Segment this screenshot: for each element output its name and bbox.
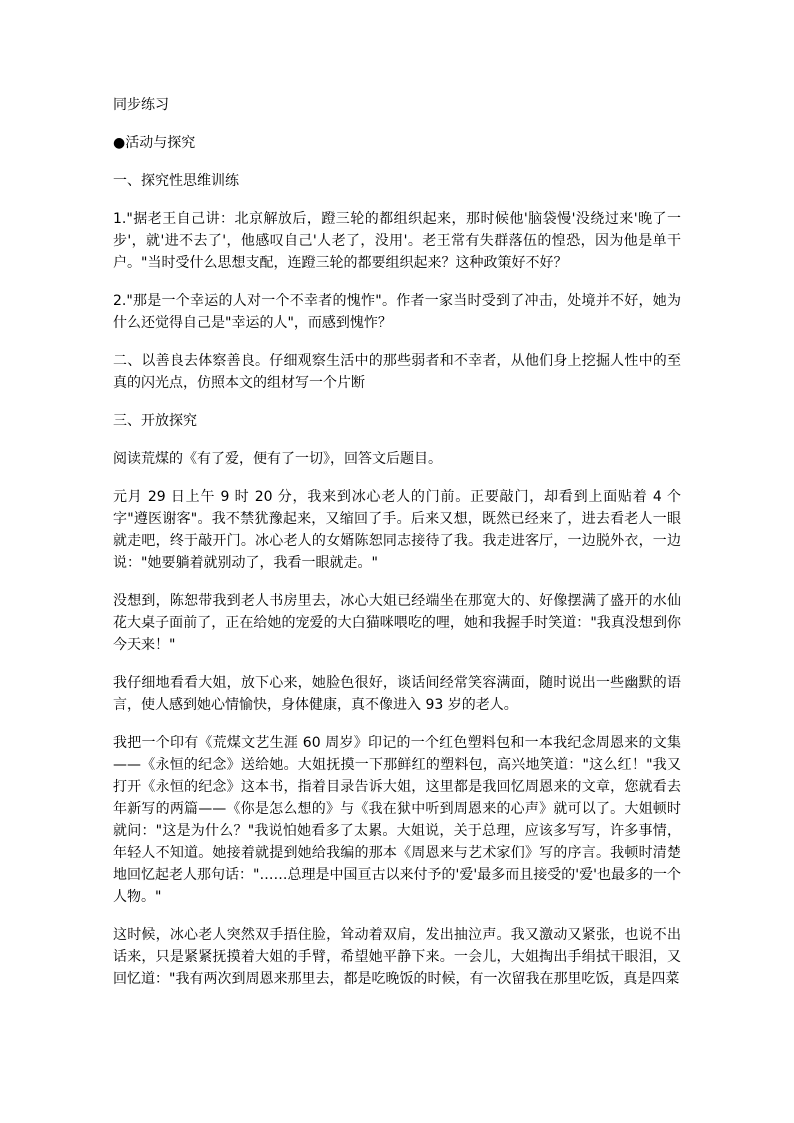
part3-heading: 三、开放探究	[113, 413, 197, 429]
reading-intro: 阅读荒煤的《有了爱，便有了一切》，回答文后题目。	[113, 451, 442, 467]
question-2: 2."那是一个幸运的人对一个不幸者的愧怍"。作者一家当时受到了冲击，处境并不好，她为什么还觉得自己是"幸运的人"，而感到愧怍？	[113, 293, 681, 331]
reading-paragraph-3: 我仔细地看看大姐，放下心来，她脸色很好，谈话间经常笑容满面，随时说出一些幽默的语言，使人感到她心情愉快，身体健康，真不像进入 93 岁的老人。	[113, 675, 681, 713]
reading-paragraph-1: 元月 29 日上午 9 时 20 分，我来到冰心老人的门前。正要敲门，却看到上面贴着 4 个字"遵医谢客"。我不禁犹豫起来，又缩回了手。后来又想，既然已经来了，进去看老人一眼就走吧，终于敲开门。冰心老人的女婿陈恕同志接待了我。我走进客厅，一边脱外衣，一边说："她要躺着就别动了，我看一眼就走。"	[113, 489, 681, 571]
section-marker: ●活动与探究	[113, 135, 196, 151]
reading-paragraph-2: 没想到，陈恕带我到老人书房里去，冰心大姐已经端坐在那宽大的、好像摆满了盛开的水仙花大桌子面前了，正在给她的宠爱的大白猫咪喂吃的哩，她和我握手时笑道："我真没想到你今天来！"	[113, 593, 681, 653]
reading-paragraph-4: 我把一个印有《荒煤文艺生涯 60 周岁》印记的一个红色塑料包和一本我纪念周恩来的文集——《永恒的纪念》送给她。大姐抚摸一下那鲜红的塑料包，高兴地笑道："这么红！"我又打开《永恒的纪念》这本书，指着目录告诉大姐，这里都是我回忆周恩来的文章，您就看去年新写的两篇——《你是怎么想的》与《我在狱中听到周恩来的心声》就可以了。大姐顿时就问："这是为什么？"我说怕她看多了太累。大姐说，关于总理，应该多写写，许多事情，年轻人不知道。她接着就提到她给我编的那本《周恩来与艺术家们》写的序言。我顿时清楚地回忆起老人那句话："……总理是中国亘古以来付予的'爱'最多而且接受的'爱'也最多的一个人物。"	[113, 735, 681, 905]
document-title: 同步练习	[113, 97, 169, 113]
reading-paragraph-5: 这时候，冰心老人突然双手捂住脸，耸动着双肩，发出抽泣声。我又激动又紧张，也说不出话来，只是紧紧抚摸着大姐的手臂，希望她平静下来。一会儿，大姐掏出手绢拭干眼泪，又回忆道："我有两次到周恩来那里去，都是吃晚饭的时候，有一次留我在那里吃饭，真是四菜	[113, 927, 681, 987]
part2-prompt: 二、以善良去体察善良。仔细观察生活中的那些弱者和不幸者，从他们身上挖掘人性中的至真的闪光点，仿照本文的组材写一个片断	[113, 353, 681, 391]
part1-heading: 一、探究性思维训练	[113, 173, 239, 189]
question-1: 1."据老王自己讲：北京解放后，蹬三轮的都组织起来，那时候他'脑袋慢'没绕过来'晚了一步'，就'进不去了'，他感叹自己'人老了，没用'。老王常有失群落伍的惶恐，因为他是单干户。"当时受什么思想支配，连蹬三轮的都要组织起来？这种政策好不好？	[113, 211, 681, 271]
